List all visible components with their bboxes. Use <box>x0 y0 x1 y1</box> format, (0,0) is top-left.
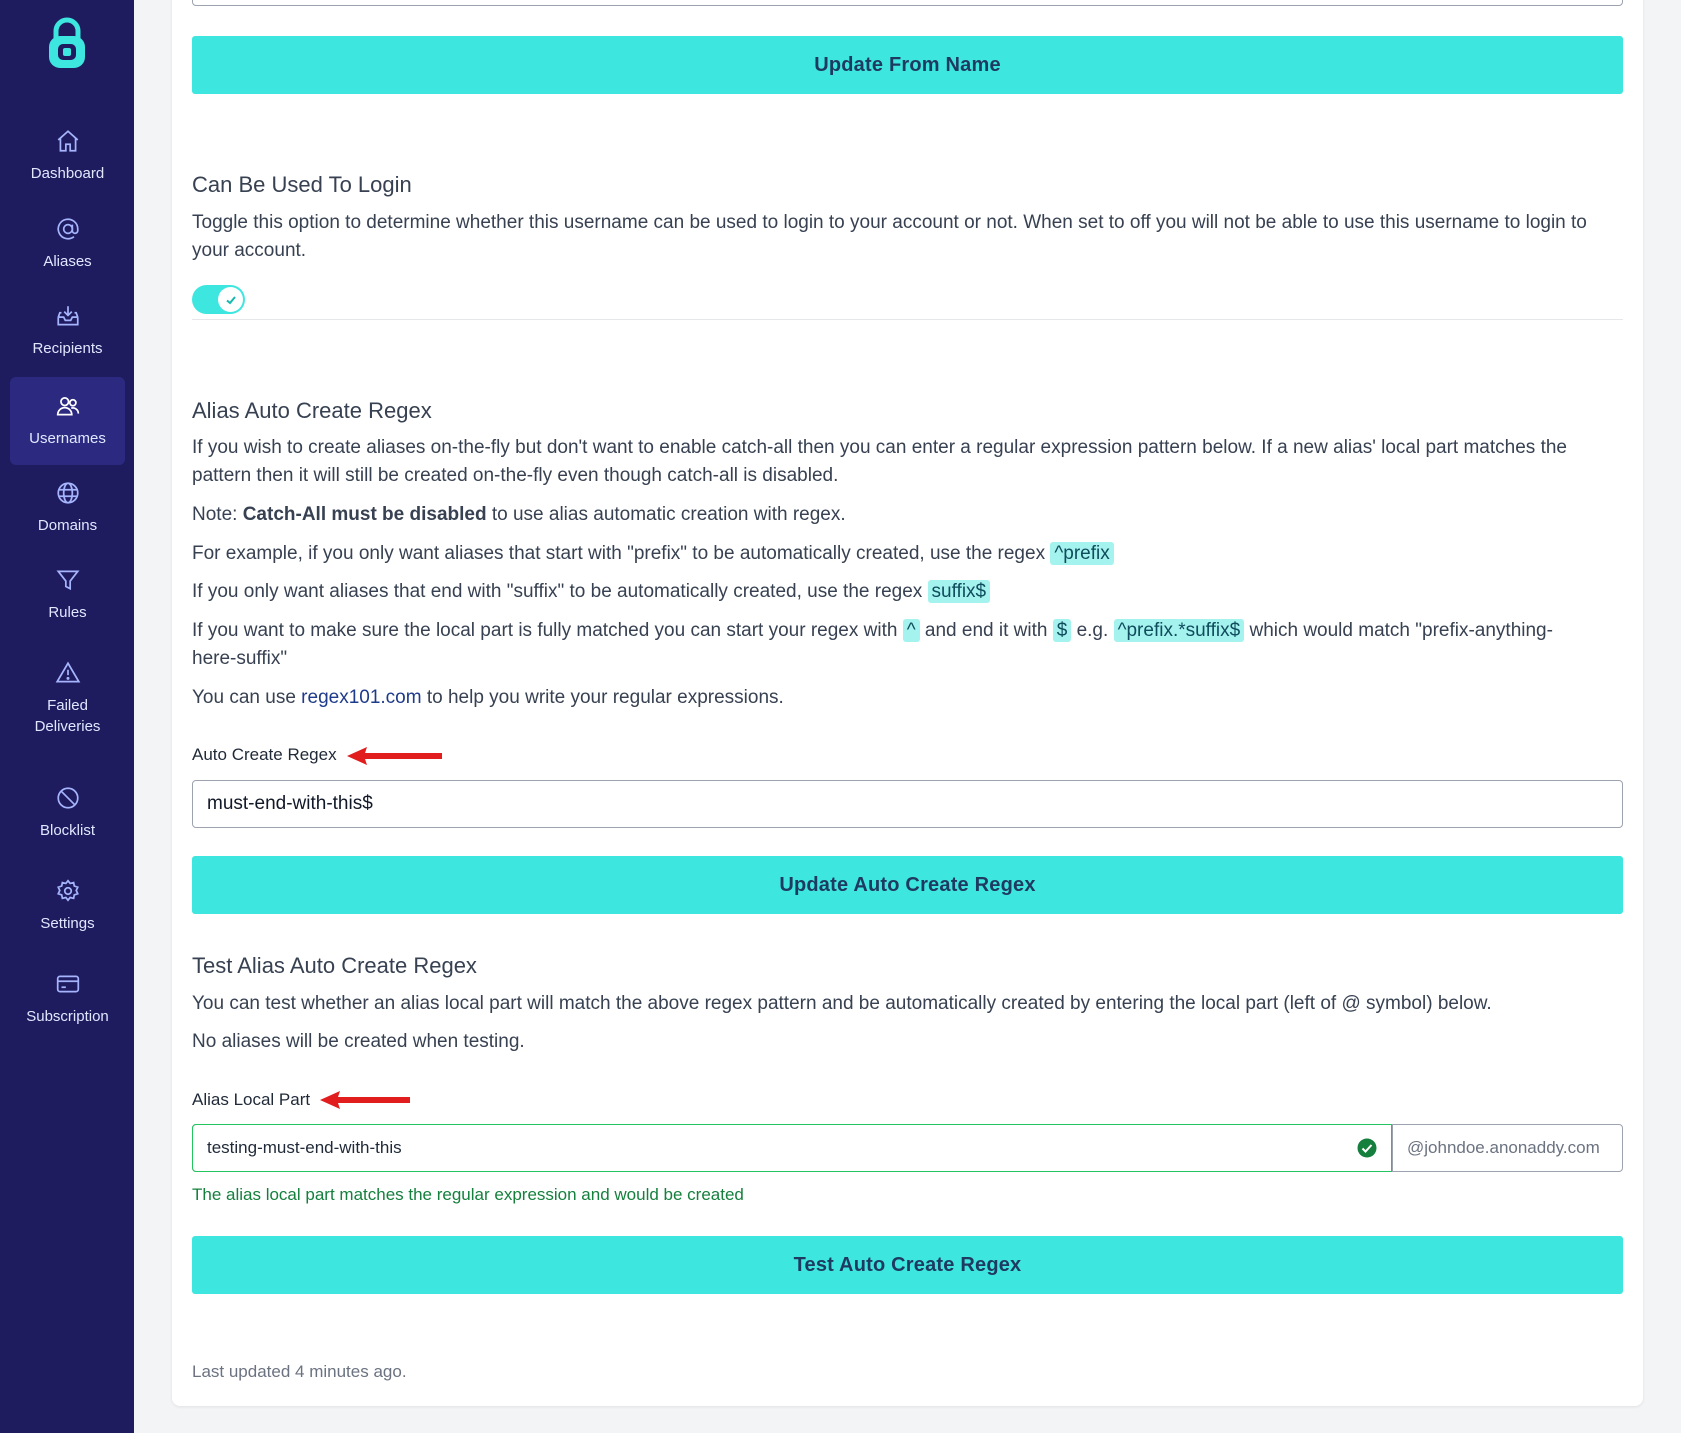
help-text: You can use <box>192 687 302 708</box>
example-text: For example, if you only want aliases that start with "prefix" to be automatically created, use the regex <box>192 543 1051 564</box>
regex-example-suffix <box>192 578 1622 606</box>
last-updated-text: Last updated 4 minutes ago. <box>192 1362 407 1381</box>
sidebar-item-failed-deliveries[interactable] <box>10 648 125 748</box>
regex-note <box>192 501 1622 529</box>
check-circle-icon <box>1357 1138 1377 1158</box>
sidebar-item-label: Domains <box>37 517 98 534</box>
note-prefix: Note: <box>192 504 243 525</box>
sidebar-item-label: Dashboard <box>30 165 105 182</box>
help-text: to help you write your regular expressions. <box>421 687 784 708</box>
sidebar-item-dashboard[interactable] <box>10 112 125 200</box>
sidebar-item-rules[interactable] <box>10 551 125 639</box>
sidebar-item-blocklist[interactable] <box>10 769 125 857</box>
domain-suffix: @johndoe.anonaddy.com <box>1392 1125 1622 1171</box>
gear-icon <box>55 878 81 904</box>
regex-match-success-message: The alias local part matches the regular expression and would be created <box>192 1185 744 1204</box>
ban-icon <box>55 785 81 811</box>
auto-create-regex-input[interactable] <box>192 780 1623 828</box>
note-suffix: to use alias automatic creation with regex. <box>486 504 846 525</box>
sidebar-item-label: Blocklist <box>39 822 95 839</box>
regex-intro: If you wish to create aliases on-the-fly but don't want to enable catch-all then you can enter a regular expression pattern below. If a new alias' local part matches the pattern then it will still be created on-the-fly even though catch-all is disabled. <box>192 437 1567 486</box>
update-from-name-button[interactable]: Update From Name <box>192 36 1623 94</box>
alias-local-part-input[interactable] <box>192 1124 1392 1172</box>
auto-create-regex-label: Auto Create Regex <box>192 745 337 764</box>
code-snippet: suffix$ <box>928 580 991 603</box>
full-match-text: which would match "prefix-anything-here-suffix" <box>192 620 1553 669</box>
test-note: No aliases will be created when testing. <box>192 1031 525 1052</box>
login-description: Toggle this option to determine whether this username can be used to login to your account or not. When set to off you will not be able to use this username to login to your account. <box>192 212 1587 261</box>
sidebar-item-label: Recipients <box>32 340 103 357</box>
code-snippet: ^prefix.*suffix$ <box>1114 619 1245 642</box>
sidebar-item-recipients[interactable] <box>10 287 125 375</box>
toggle-knob <box>218 287 243 312</box>
regex-full-match <box>192 617 1582 673</box>
full-match-text: e.g. <box>1071 620 1114 641</box>
check-icon <box>224 293 238 307</box>
red-arrow-annotation <box>318 1088 413 1112</box>
sidebar-item-subscription[interactable] <box>10 955 125 1043</box>
login-section-title: Can Be Used To Login <box>192 172 412 197</box>
inbox-icon <box>55 303 81 329</box>
users-icon <box>55 393 81 419</box>
sidebar-item-label: Failed Deliveries <box>34 696 101 735</box>
regex-section-title: Alias Auto Create Regex <box>192 398 432 423</box>
warning-icon <box>55 660 81 686</box>
sidebar-item-settings[interactable] <box>10 862 125 950</box>
regex-help <box>192 684 1622 712</box>
home-icon <box>55 128 81 154</box>
credit-card-icon <box>55 971 81 997</box>
code-snippet: ^prefix <box>1050 542 1113 565</box>
sidebar-item-label: Usernames <box>29 430 106 447</box>
update-auto-create-regex-button[interactable]: Update Auto Create Regex <box>192 856 1623 914</box>
sidebar-item-label: Subscription <box>26 1008 109 1025</box>
regex-example-prefix <box>192 540 1622 568</box>
test-auto-create-regex-button[interactable]: Test Auto Create Regex <box>192 1236 1623 1294</box>
filter-icon <box>55 567 81 593</box>
sidebar-item-label: Aliases <box>43 253 92 270</box>
sidebar <box>0 0 134 1433</box>
alias-local-part-group <box>192 1124 1623 1172</box>
full-match-text: and end it with <box>919 620 1053 641</box>
alias-local-part-label: Alias Local Part <box>192 1090 311 1109</box>
regex101-link[interactable]: regex101.com <box>301 687 422 708</box>
sidebar-item-label: Rules <box>48 604 87 621</box>
full-match-text: If you want to make sure the local part is fully matched you can start your regex with <box>192 620 903 641</box>
login-toggle[interactable] <box>192 285 245 314</box>
test-description: You can test whether an alias local part will match the above regex pattern and be automatically created by entering the local part (left of @ symbol) below. <box>192 993 1492 1014</box>
at-sign-icon <box>55 216 81 242</box>
anonaddy-logo[interactable] <box>45 16 89 72</box>
example-text: If you only want aliases that end with "suffix" to be automatically created, use the regex <box>192 581 928 602</box>
red-arrow-annotation <box>345 744 445 768</box>
section-divider <box>192 319 1623 320</box>
code-snippet: $ <box>1053 619 1072 642</box>
sidebar-item-domains[interactable] <box>10 464 125 552</box>
sidebar-item-label: Settings <box>40 915 95 932</box>
test-section-title: Test Alias Auto Create Regex <box>192 953 477 978</box>
from-name-input[interactable] <box>192 0 1623 6</box>
alias-local-part-value: testing-must-end-with-this <box>207 1138 402 1157</box>
sidebar-item-aliases[interactable] <box>10 200 125 288</box>
note-bold: Catch-All must be disabled <box>242 504 487 525</box>
sidebar-item-usernames[interactable] <box>10 377 125 465</box>
code-snippet: ^ <box>903 619 920 642</box>
globe-icon <box>55 480 81 506</box>
